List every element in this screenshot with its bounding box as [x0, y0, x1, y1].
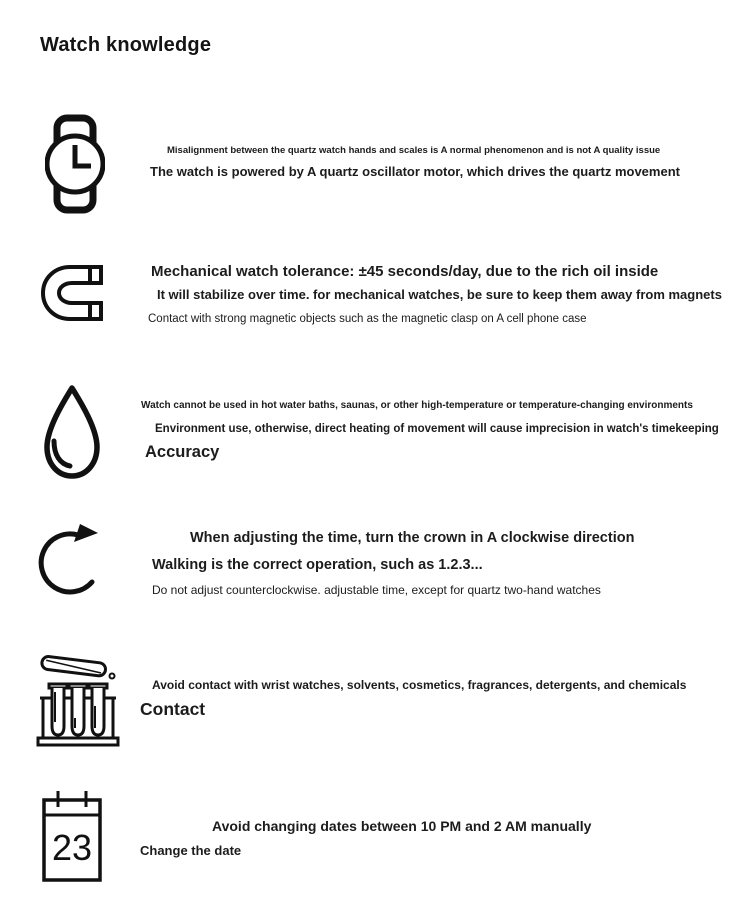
text-line: Contact with strong magnetic objects such as the magnetic clasp on A cell phone case	[148, 313, 587, 325]
text-line: Walking is the correct operation, such as 1.2.3...	[152, 557, 483, 573]
calendar-icon	[38, 788, 106, 884]
watch-icon	[45, 114, 105, 214]
text-line: Mechanical watch tolerance: ±45 seconds/day, due to the rich oil inside	[151, 263, 659, 280]
test-tubes-icon	[36, 648, 120, 748]
rotate-clockwise-icon	[38, 523, 108, 595]
page-title: Watch knowledge	[40, 34, 212, 56]
section-heading: Contact	[140, 699, 206, 719]
water-drop-icon	[40, 384, 104, 482]
text-line: Misalignment between the quartz watch hands and scales is A normal phenomenon and is not A quality issue	[167, 145, 661, 156]
text-line: It will stabilize over time. for mechanical watches, be sure to keep them away from magnets	[157, 287, 722, 302]
text-line: Avoid changing dates between 10 PM and 2 AM manually	[212, 818, 592, 834]
magnet-icon	[38, 262, 104, 324]
section-heading: Accuracy	[145, 443, 220, 461]
section-heading: Change the date	[140, 843, 242, 858]
text-line: Do not adjust counterclockwise. adjustable time, except for quartz two-hand watches	[152, 583, 601, 597]
text-line: Watch cannot be used in hot water baths, saunas, or other high-temperature or temperature-changing environments	[141, 400, 693, 411]
calendar-day: 23	[51, 827, 93, 868]
text-line: Avoid contact with wrist watches, solvents, cosmetics, fragrances, detergents, and chemicals	[152, 678, 687, 692]
text-line: When adjusting the time, turn the crown in A clockwise direction	[190, 530, 635, 546]
text-line: Environment use, otherwise, direct heating of movement will cause imprecision in watch's timekeeping	[155, 423, 719, 435]
text-line: The watch is powered by A quartz oscillator motor, which drives the quartz movement	[150, 164, 680, 179]
